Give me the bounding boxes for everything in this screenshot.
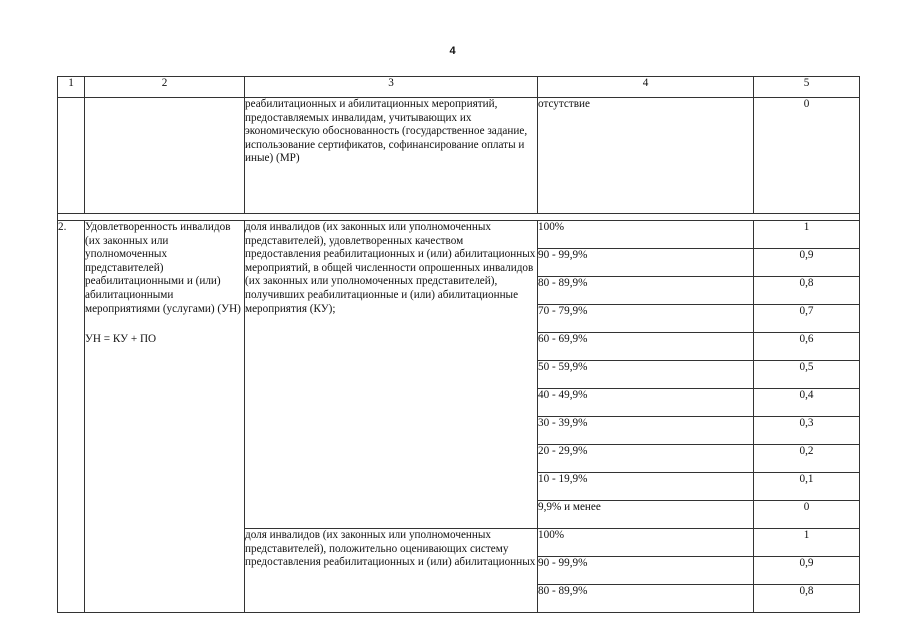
header-cell: 4 bbox=[538, 77, 754, 98]
empty-cell bbox=[58, 98, 85, 214]
score: 0,8 bbox=[754, 277, 860, 305]
header-cell: 1 bbox=[58, 77, 85, 98]
criteria-table bbox=[57, 76, 860, 613]
spacer-cell bbox=[58, 214, 860, 221]
value-range: 80 - 89,9% bbox=[538, 277, 754, 305]
criterion-cell bbox=[85, 221, 245, 613]
value-range: отсутствие bbox=[538, 98, 754, 214]
indicator-description: реабилитационных и абилитационных мероприятий, предоставляемых инвалидам, учитывающих их экономическую обоснованность (государственное задание, использование сертификатов, софинансирование оплаты и иные) (МР) bbox=[245, 98, 538, 214]
value-range: 90 - 99,9% bbox=[538, 249, 754, 277]
score: 0 bbox=[754, 98, 860, 214]
header-row bbox=[58, 77, 860, 98]
page-number: 4 bbox=[449, 45, 456, 57]
score: 0,9 bbox=[754, 249, 860, 277]
indicator-description: доля инвалидов (их законных или уполномоченных представителей), удовлетворенных качеством предоставления реабилитационных и (или) абилитационных мероприятий, в общей численности опрошенных инвалидов (их законных или уполномоченных представителей), получивших реабилитационные и (или) абилитационные мероприятия (КУ); bbox=[245, 221, 538, 529]
score: 1 bbox=[754, 529, 860, 557]
value-range: 70 - 79,9% bbox=[538, 305, 754, 333]
score: 0,5 bbox=[754, 361, 860, 389]
table-row bbox=[58, 221, 860, 249]
value-range: 30 - 39,9% bbox=[538, 417, 754, 445]
score: 0,4 bbox=[754, 389, 860, 417]
criterion-formula: УН = КУ + ПО bbox=[85, 333, 157, 346]
table-row bbox=[58, 98, 860, 214]
value-range: 50 - 59,9% bbox=[538, 361, 754, 389]
empty-cell bbox=[85, 98, 245, 214]
value-range: 20 - 29,9% bbox=[538, 445, 754, 473]
value-range: 60 - 69,9% bbox=[538, 333, 754, 361]
spacer-row bbox=[58, 214, 860, 221]
row-number: 2. bbox=[58, 221, 85, 613]
score: 0,8 bbox=[754, 585, 860, 613]
score: 0,7 bbox=[754, 305, 860, 333]
score: 0,9 bbox=[754, 557, 860, 585]
score: 0,1 bbox=[754, 473, 860, 501]
value-range: 40 - 49,9% bbox=[538, 389, 754, 417]
header-cell: 5 bbox=[754, 77, 860, 98]
score: 0 bbox=[754, 501, 860, 529]
score: 0,3 bbox=[754, 417, 860, 445]
value-range: 9,9% и менее bbox=[538, 501, 754, 529]
score: 0,2 bbox=[754, 445, 860, 473]
criterion-name: Удовлетворенность инвалидов (их законных или уполномоченных представителей) реабилитационными и (или) абилитационными мероприятиями (услугами) (УН) bbox=[85, 221, 241, 315]
value-range: 80 - 89,9% bbox=[538, 585, 754, 613]
value-range: 90 - 99,9% bbox=[538, 557, 754, 585]
score: 0,6 bbox=[754, 333, 860, 361]
score: 1 bbox=[754, 221, 860, 249]
value-range: 10 - 19,9% bbox=[538, 473, 754, 501]
header-cell: 2 bbox=[85, 77, 245, 98]
value-range: 100% bbox=[538, 221, 754, 249]
indicator-description: доля инвалидов (их законных или уполномоченных представителей), положительно оценивающих систему предоставления реабилитационных и (или) абилитационных bbox=[245, 529, 538, 613]
header-cell: 3 bbox=[245, 77, 538, 98]
value-range: 100% bbox=[538, 529, 754, 557]
